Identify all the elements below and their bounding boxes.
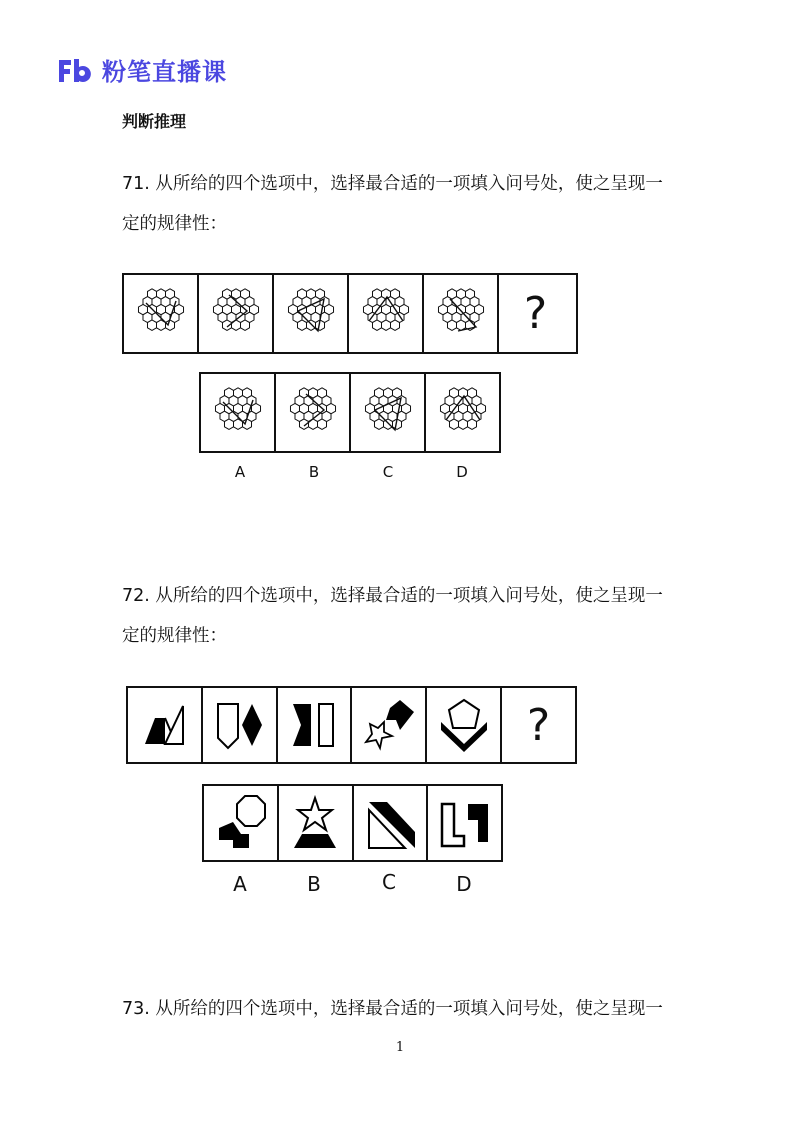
- q72-figure-3: [278, 688, 353, 762]
- hexagon-cell: [456, 320, 465, 330]
- question-71-options: [199, 372, 501, 453]
- hexagon-cell: [224, 419, 233, 429]
- q71-option-d-figure[interactable]: [426, 374, 499, 451]
- question-72-text-line2: 定的规律性：: [122, 626, 227, 646]
- q71-question-cell: [499, 275, 572, 352]
- hexagon-cell: [317, 419, 326, 429]
- q71-figure-4: [349, 275, 424, 352]
- question-72-text-line1: 72. 从所给的四个选项中，选择最合适的一项填入问号处，使之呈现一: [122, 586, 663, 606]
- q72-option-c-figure[interactable]: [354, 786, 429, 860]
- q71-figure-1: [124, 275, 199, 352]
- section-title: 判断推理: [122, 112, 187, 131]
- question-mark: ?: [523, 288, 548, 339]
- q72-figure-2: [203, 688, 278, 762]
- hexagon-cell: [447, 320, 456, 330]
- q71-figure-3: [274, 275, 349, 352]
- hexagon-cell: [240, 320, 249, 330]
- question-71-text-line2: 定的规律性：: [122, 214, 227, 234]
- hexagon-cell: [374, 419, 383, 429]
- logo-text: 粉笔直播课: [102, 58, 227, 86]
- hexagon-cell: [147, 320, 156, 330]
- hexagon-cell: [242, 419, 251, 429]
- q71-option-d-label: D: [456, 463, 468, 481]
- q72-figure-5: [427, 688, 502, 762]
- q72-option-a-figure[interactable]: [204, 786, 279, 860]
- hexagon-cell: [381, 320, 390, 330]
- q72-figure-4: [352, 688, 427, 762]
- q71-figure-5: [424, 275, 499, 352]
- q72-option-c-label: C: [382, 870, 396, 894]
- question-72-options: [202, 784, 503, 862]
- q72-figure-1: [128, 688, 203, 762]
- hexagon-cell: [449, 419, 458, 429]
- hexagon-cell: [467, 419, 476, 429]
- q72-option-b-label: B: [307, 872, 321, 896]
- q71-option-a-label: A: [234, 463, 246, 481]
- question-73-text-line1: 73. 从所给的四个选项中，选择最合适的一项填入问号处，使之呈现一: [122, 999, 663, 1019]
- hexagon-cell: [297, 320, 306, 330]
- q71-option-c-figure[interactable]: [351, 374, 426, 451]
- q72-option-d-label: D: [456, 872, 472, 896]
- brand-logo: [56, 52, 227, 87]
- q71-option-a-figure[interactable]: [201, 374, 276, 451]
- hexagon-cell: [165, 320, 174, 330]
- question-71-text-line1: 71. 从所给的四个选项中，选择最合适的一项填入问号处，使之呈现一: [122, 174, 663, 194]
- question-72-sequence: [126, 686, 577, 764]
- hexagon-cell: [390, 320, 399, 330]
- q71-option-b-label: B: [308, 463, 320, 481]
- hexagon-cell: [458, 419, 467, 429]
- question-mark: ?: [526, 699, 551, 751]
- page-number: 1: [395, 1040, 405, 1055]
- fenbi-logo-icon: [56, 56, 96, 84]
- q71-figure-2: [199, 275, 274, 352]
- q72-option-b-figure[interactable]: [279, 786, 354, 860]
- hexagon-cell: [372, 320, 381, 330]
- question-71-sequence: [122, 273, 578, 354]
- q72-option-d-figure[interactable]: [428, 786, 501, 860]
- q71-option-c-label: C: [382, 463, 394, 481]
- q72-question-cell: [502, 688, 575, 762]
- q72-option-a-label: A: [233, 872, 247, 896]
- q71-option-b-figure[interactable]: [276, 374, 351, 451]
